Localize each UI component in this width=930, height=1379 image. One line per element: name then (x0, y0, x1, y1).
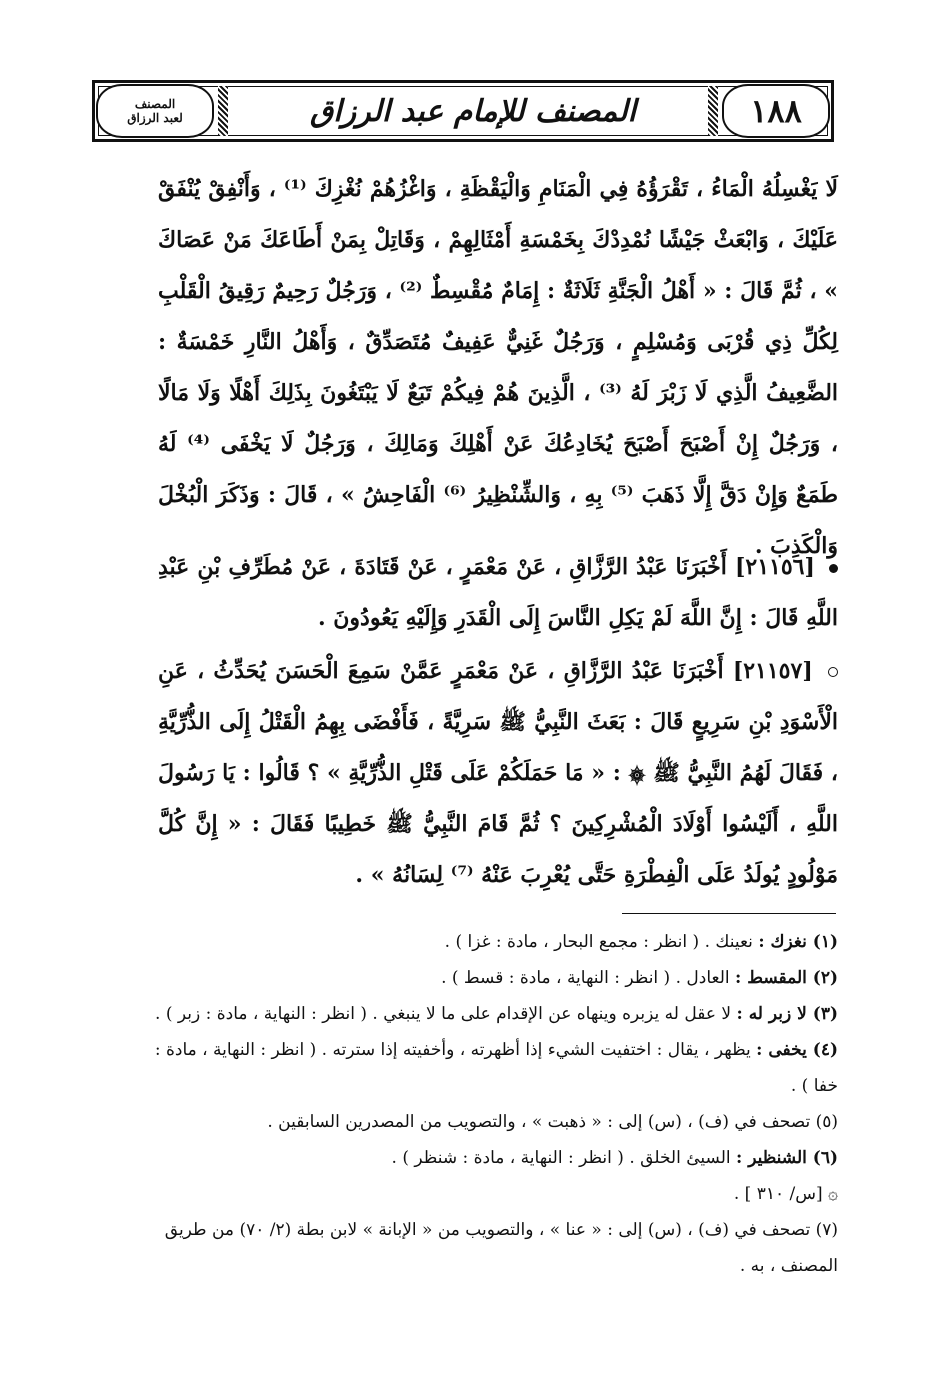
page-number-box (722, 84, 830, 138)
page-number: ١٨٨ (750, 92, 802, 130)
footnote-divider (622, 913, 836, 914)
ornament-hatch-left (218, 86, 228, 136)
entry-text: أَخْبَرَنَا عَبْدُ الرَّزَّاقِ ، عَنْ مَعْمَرٍ ، عَنْ قَتَادَةَ ، عَنْ مُطَرِّفِ بْنِ عَبْدِ اللَّهِ قَالَ : إِنَّ اللَّهَ لَمْ يَكِلِ النَّاسَ إِلَى الْقَدَرِ وَإِلَيْهِ يَعُودُونَ . (158, 554, 838, 631)
hadith-entry-21156 (158, 542, 838, 644)
footnote-3: (٣) لا زبر له : لا عقل له يزبره وينهاه عن الإقدام على ما لا ينبغي . ( انظر : النهاية ، مادة : زبر ) . (155, 1004, 838, 1024)
ornament-hatch-right (708, 86, 718, 136)
footnote-1: (١) نغزك : نعينك . ( انظر : مجمع البحار ، مادة : غزا ) . (444, 932, 838, 952)
footnotes (142, 924, 838, 1284)
entry-text: أَخْبَرَنَا عَبْدُ الرَّزَّاقِ ، عَنْ مَعْمَرٍ عَمَّنْ سَمِعَ الْحَسَنَ يُحَدِّثُ ، عَنِ الْأَسْوَدِ بْنِ سَرِيعٍ قَالَ : بَعَثَ النَّبِيُّ ﷺ سَرِيَّةً ، فَأَفْضَى بِهِمُ الْقَتْلُ إِلَى الذُّرِّيَّةِ ، فَقَالَ لَهُمُ النَّبِيُّ ﷺ ۞ : « مَا حَمَلَكُمْ عَلَى قَتْلِ الذُّرِّيَّةِ » ؟ قَالُوا : يَا رَسُولَ اللَّهِ ، أَلَيْسُوا أَوْلَادَ الْمُشْرِكِينَ ؟ ثُمَّ قَامَ النَّبِيُّ ﷺ خَطِيبًا فَقَالَ : « إِنَّ كُلَّ مَوْلُودٍ يُولَدُ عَلَى الْفِطْرَةِ حَتَّى يُعْرِبَ عَنْهُ ⁽⁷⁾ لِسَانُهُ » . (158, 658, 838, 888)
entry-number: [٢١١٥٧] (732, 658, 813, 684)
book-emblem (96, 84, 214, 138)
footnote-4: (٤) يخفى : يظهر ، يقال : اختفيت الشيء إذا أظهرته ، وأخفيته إذا سترته . ( انظر : النهاية ، مادة : خفا ) . (154, 1040, 838, 1096)
emblem-line-2: لعبد الرزاق (127, 111, 183, 125)
open-circle-marker-icon (828, 667, 838, 677)
hadith-entry-21157 (158, 646, 838, 901)
page-header (92, 80, 834, 142)
entry-number: [٢١١٥٦] (734, 554, 815, 580)
footnote-5: (٥) تصحف في (ف) ، (س) إلى : « ذهبت » ، والتصويب من المصدرين السابقين . (267, 1112, 838, 1132)
emblem-line-1: المصنف (134, 97, 176, 111)
footnote-2: (٢) المقسط : العادل . ( انظر : النهاية ، مادة : قسط ) . (441, 968, 838, 988)
page-reference: ۞ [س/ ٣١٠ ] . (733, 1184, 838, 1204)
continued-paragraph: لَا يَغْسِلُهُ الْمَاءُ ، تَقْرَؤُهُ فِي الْمَنَامِ وَالْيَقْظَةِ ، وَاغْزُهُمْ نُغْزِكَ ⁽¹⁾ ، وَأَنْفِقْ يُنْفَقْ عَلَيْكَ ، وَابْعَثْ جَيْشًا نُمْدِدْكَ بِخَمْسَةِ أَمْثَالِهِمْ ، وَقَاتِلْ بِمَنْ أَطَاعَكَ مَنْ عَصَاكَ » ، ثُمَّ قَالَ : « أَهْلُ الْجَنَّةِ ثَلَاثَةٌ : إِمَامٌ مُقْسِطٌ ⁽²⁾ ، وَرَجُلٌ رَحِيمٌ رَقِيقُ الْقَلْبِ لِكُلِّ ذِي قُرْبَى وَمُسْلِمٍ ، وَرَجُلٌ غَنِيٌّ عَفِيفٌ مُتَصَدِّقٌ ، وَأَهْلُ النَّارِ خَمْسَةٌ : الضَّعِيفُ الَّذِي لَا زَبْرَ لَهُ ⁽³⁾ ، الَّذِينَ هُمْ فِيكُمْ تَبَعٌ لَا يَبْتَغُونَ بِذَلِكَ أَهْلًا وَلَا مَالًا ، وَرَجُلٌ إِنْ أَصْبَحَ أَصْبَحَ يُخَادِعُكَ عَنْ أَهْلِكَ وَمَالِكَ ، وَرَجُلٌ لَا يَخْفَى ⁽⁴⁾ لَهُ طَمَعٌ وَإِنْ دَقَّ إِلَّا ذَهَبَ ⁽⁵⁾ بِهِ ، وَالشِّنْظِيرُ ⁽⁶⁾ الْفَاحِشُ » ، قَالَ : وَذَكَرَ الْبُخْلَ وَالْكَذِبَ . (158, 176, 839, 559)
footnote-6: (٦) الشنظير : السيئ الخلق . ( انظر : النهاية ، مادة : شنظر ) . (391, 1148, 838, 1168)
book-title: المصنف للإمام عبد الرزاق (310, 93, 636, 129)
footnote-7: (٧) تصحف في (ف) ، (س) إلى : « عنا » ، والتصويب من « الإبانة » لابن بطة (٢/ ٧٠) من طريق المصنف ، به . (164, 1220, 838, 1276)
filled-circle-marker-icon (829, 564, 838, 573)
